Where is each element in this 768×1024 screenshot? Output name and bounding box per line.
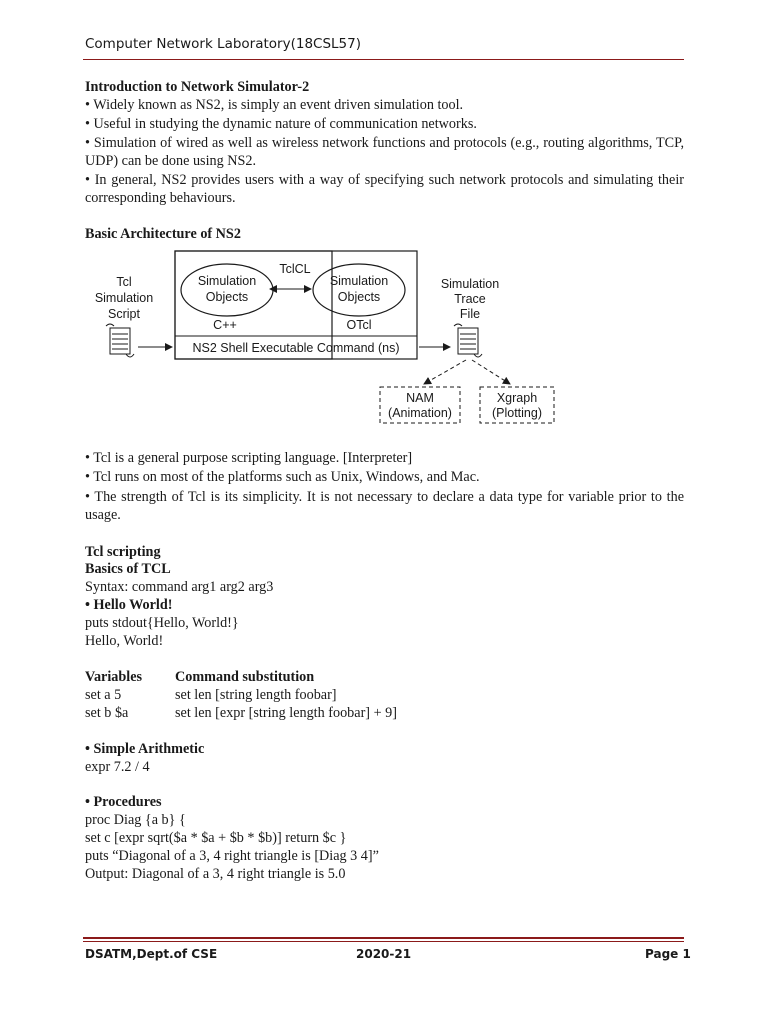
tcl-scripting-heading: Tcl scripting [85,544,161,560]
procedure-line: proc Diag {a b} { [85,812,186,828]
trace-file-label: Trace [454,292,486,306]
footer-rule-bottom [83,941,684,942]
procedures-heading: • Procedures [85,794,162,810]
sim-objects-left-label: Simulation [197,274,257,288]
sim-objects-right-label: Simulation [329,274,389,288]
arithmetic-heading: • Simple Arithmetic [85,741,205,757]
tcl-point: • Tcl runs on most of the platforms such as Unix, Windows, and Mac. [85,469,480,485]
xgraph-label: Xgraph [496,391,538,405]
variable-example: set b $a [85,705,129,721]
trace-to-nam-arrow [424,360,466,384]
trace-file-label: File [459,307,481,321]
tcl-point: • Tcl is a general purpose scripting language. [Interpreter] [85,450,413,466]
nam-label: NAM [406,391,434,405]
xgraph-label: (Plotting) [491,406,543,420]
tcl-script-label: Tcl [116,275,132,289]
procedure-line: set c [expr sqrt($a * $a + $b * $b)] return $c } [85,830,347,846]
cpp-label: C++ [213,318,237,332]
footer-year: 2020-21 [356,947,412,961]
otcl-label: OTcl [346,318,372,332]
command-sub-example: set len [expr [string length foobar] + 9] [175,705,397,721]
ns2-architecture-diagram [0,246,768,426]
variable-example: set a 5 [85,687,122,703]
footer-dept: DSATM,Dept.of CSE [85,947,218,961]
tcl-point: • The strength of Tcl is its simplicity. It is not necessary to declare a data type for variable prior to the usage. [85,489,684,523]
trace-to-xgraph-arrow [472,360,510,384]
sim-objects-left-label: Objects [205,290,249,304]
intro-bullet: • In general, NS2 provides users with a way of specifying such network protocols and simulating their corresponding behaviours. [85,172,684,206]
trace-file-icon [454,324,482,357]
intro-bullet: • Simulation of wired as well as wireless network functions and protocols (e.g., routing algorithms, TCP, UDP) can be done using NS2. [85,135,684,169]
intro-heading: Introduction to Network Simulator-2 [85,79,310,95]
ns2-shell-label: NS2 Shell Executable Command (ns) [192,341,400,355]
basics-heading: Basics of TCL [85,561,171,577]
command-sub-example: set len [string length foobar] [175,687,337,703]
hello-output: Hello, World! [85,633,164,649]
page-header-title: Computer Network Laboratory(18CSL57) [85,36,362,52]
footer-rule-top [83,937,684,939]
tcl-script-label: Script [108,307,140,321]
tclcl-label: TclCL [279,262,311,276]
tcl-script-label: Simulation [94,291,154,305]
trace-file-label: Simulation [440,277,500,291]
header-rule [83,59,684,60]
intro-bullet: • Widely known as NS2, is simply an event driven simulation tool. [85,97,464,113]
syntax-line: Syntax: command arg1 arg2 arg3 [85,579,274,595]
hello-heading: • Hello World! [85,597,173,613]
architecture-heading: Basic Architecture of NS2 [85,226,241,242]
intro-bullet: • Useful in studying the dynamic nature of communication networks. [85,116,477,132]
procedure-line: puts “Diagonal of a 3, 4 right triangle is [Diag 3 4]” [85,848,379,864]
sim-objects-right-label: Objects [337,290,381,304]
footer-page-number: Page 1 [645,947,691,961]
command-substitution-heading: Command substitution [175,669,315,685]
procedure-output: Output: Diagonal of a 3, 4 right triangle is 5.0 [85,866,346,882]
arithmetic-code: expr 7.2 / 4 [85,759,150,775]
nam-label: (Animation) [388,406,452,420]
script-file-icon [106,324,134,357]
variables-heading: Variables [85,669,143,685]
hello-code: puts stdout{Hello, World!} [85,615,239,631]
